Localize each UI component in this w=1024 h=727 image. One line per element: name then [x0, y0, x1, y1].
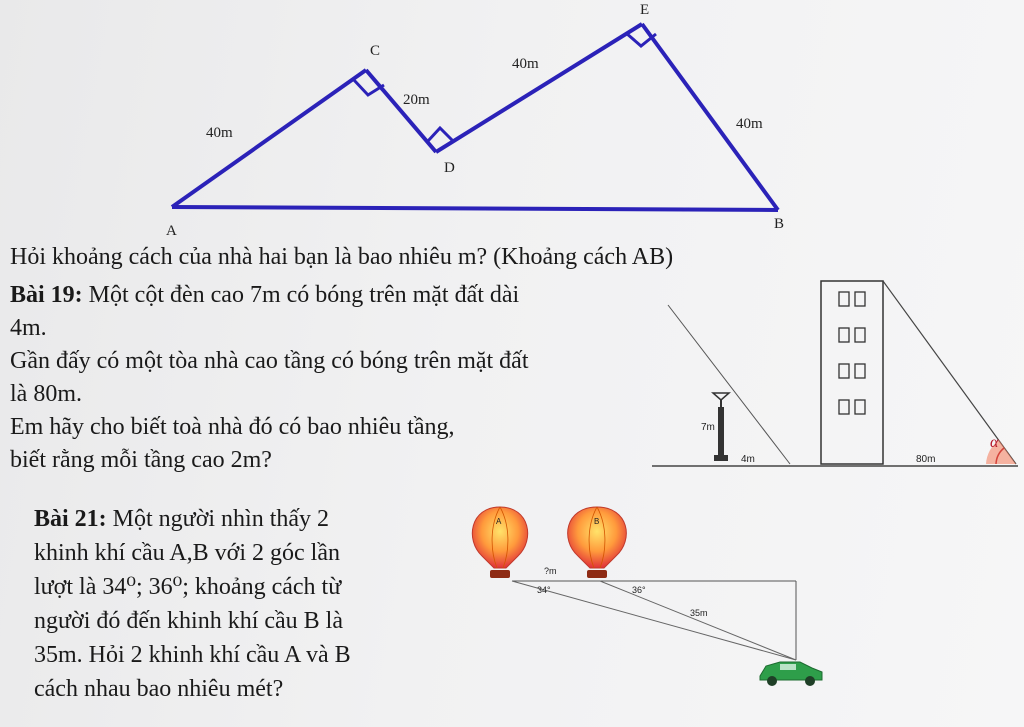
bai19-line-6: biết rằng mỗi tầng cao 2m? — [10, 447, 272, 473]
point-b-label: B — [774, 216, 785, 232]
bai21-line-1: Bài 21: Một người nhìn thấy 2 — [34, 506, 330, 532]
bai21-line-5: 35m. Hỏi 2 khinh khí cầu A và B — [34, 642, 351, 668]
bai19-title: Bài 19: — [10, 282, 83, 308]
sight-line-b — [600, 581, 796, 660]
bai21-line-3: lượt là 34⁰; 36⁰; khoảng cách từ — [34, 574, 342, 600]
length-cd-label: 20m — [403, 92, 430, 108]
angle-label: α — [990, 434, 999, 451]
bai19-line-5: Em hãy cho biết toà nhà đó có bao nhiêu tầng, — [10, 414, 455, 440]
bai21-title: Bài 21: — [34, 506, 107, 532]
bai19-line-4: là 80m. — [10, 381, 82, 407]
unknown-distance-label: ?m — [544, 566, 557, 576]
point-c-label: C — [370, 43, 381, 59]
angle-b-label: 36° — [632, 585, 646, 595]
length-de-label: 40m — [512, 56, 539, 72]
sight-line-a — [512, 581, 796, 660]
point-a-label: A — [166, 223, 177, 239]
lamp-height-label: 7m — [701, 422, 715, 433]
point-e-label: E — [640, 2, 650, 18]
bai21-line-6: cách nhau bao nhiêu mét? — [34, 676, 284, 702]
balloon-b-label: B — [594, 517, 600, 526]
length-ac-label: 40m — [206, 125, 233, 141]
length-eb-label: 40m — [736, 116, 763, 132]
angle-a-label: 34° — [537, 585, 551, 595]
building-shadow-label: 80m — [916, 454, 936, 465]
question-distance: Hỏi khoảng cách của nhà hai bạn là bao nhiêu m? (Khoảng cách AB) — [10, 244, 674, 270]
bai19-line-3: Gần đấy có một tòa nhà cao tầng có bóng trên mặt đất — [10, 348, 529, 374]
point-d-label: D — [444, 160, 455, 176]
lamp-shadow-label: 4m — [741, 454, 755, 465]
balloon-a-label: A — [496, 517, 502, 526]
distance-label: 35m — [690, 608, 708, 618]
bai19-line-2: 4m. — [10, 315, 47, 341]
bai21-line-2: khinh khí cầu A,B với 2 góc lần — [34, 540, 340, 566]
bai21-line-4: người đó đến khinh khí cầu B là — [34, 608, 343, 634]
bai19-line-1: Bài 19: Một cột đèn cao 7m có bóng trên mặt đất dài — [10, 282, 520, 308]
car — [760, 662, 822, 686]
